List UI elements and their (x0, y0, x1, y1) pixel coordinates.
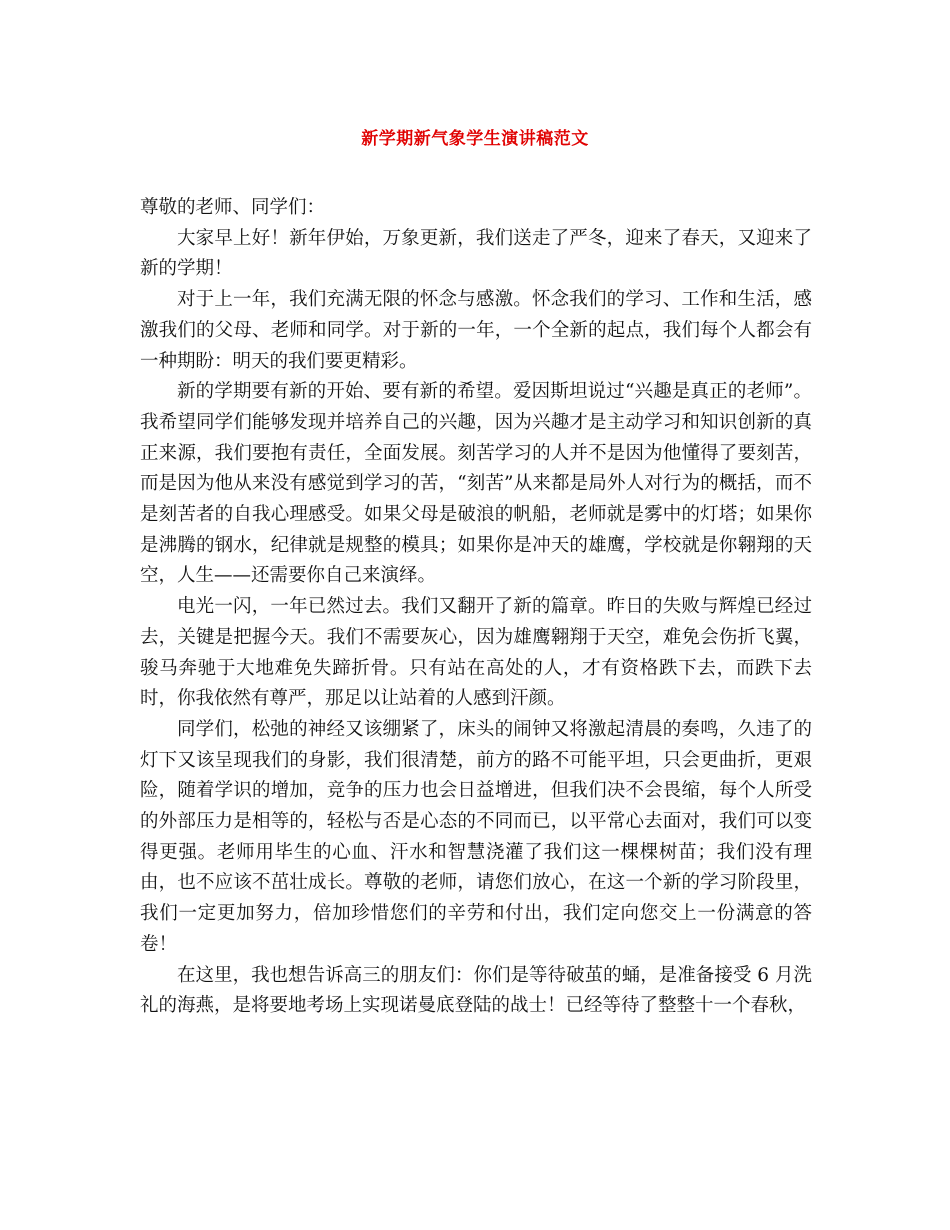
paragraph-1: 大家早上好！新年伊始，万象更新，我们送走了严冬，迎来了春天，又迎来了新的学期！ (140, 227, 812, 280)
document-body (140, 193, 812, 1022)
paragraph-5: 同学们，松弛的神经又该绷紧了，床头的闹钟又将激起清晨的奏鸣，久违了的灯下又该呈现我们的身影，我们很清楚，前方的路不可能平坦，只会更曲折，更艰险，随着学识的增加，竞争的压力也会日益增进，但我们决不会畏缩，每个人所受的外部压力是相等的，轻松与否是心态的不同而已，以平常心去面对，我们可以变得更强。老师用毕生的心血、汗水和智慧浇灌了我们这一棵棵树苗；我们没有理由，也不应该不茁壮成长。尊敬的老师，请您们放心，在这一个新的学习阶段里，我们一定更加努力，倍加珍惜您们的辛劳和付出，我们定向您交上一份满意的答卷！ (140, 718, 812, 955)
document-title: 新学期新气象学生演讲稿范文 (361, 129, 589, 149)
salutation: 尊敬的老师、同学们： (140, 197, 326, 218)
paragraph-2: 对于上一年，我们充满无限的怀念与感激。怀念我们的学习、工作和生活，感激我们的父母、老师和同学。对于新的一年，一个全新的起点，我们每个人都会有一种期盼：明天的我们要更精彩。 (140, 289, 812, 372)
paragraph-6: 在这里，我也想告诉高三的朋友们：你们是等待破茧的蛹，是准备接受 6 月洗礼的海燕，是将要地考场上实现诺曼底登陆的战士！已经等待了整整十一个春秋， (140, 964, 812, 1017)
paragraph-4: 电光一闪，一年已然过去。我们又翻开了新的篇章。昨日的失败与辉煌已经过去，关键是把握今天。我们不需要灰心，因为雄鹰翱翔于天空，难免会伤折飞翼，骏马奔驰于大地难免失蹄折骨。只有站在高处的人，才有资格跌下去，而跌下去时，你我依然有尊严，那足以让站着的人感到汗颜。 (140, 596, 812, 710)
paragraph-3: 新的学期要有新的开始、要有新的希望。爱因斯坦说过“兴趣是真正的老师”。我希望同学们能够发现并培养自己的兴趣，因为兴趣才是主动学习和知识创新的真正来源，我们要抱有责任，全面发展。刻苦学习的人并不是因为他懂得了要刻苦，而是因为他从来没有感觉到学习的苦，“刻苦”从来都是局外人对行为的概括，而不是刻苦者的自我心理感受。如果父母是破浪的帆船，老师就是雾中的灯塔；如果你是沸腾的钢水，纪律就是规整的模具；如果你是冲天的雄鹰，学校就是你翱翔的天空，人生——还需要你自己来演绎。 (140, 381, 812, 587)
